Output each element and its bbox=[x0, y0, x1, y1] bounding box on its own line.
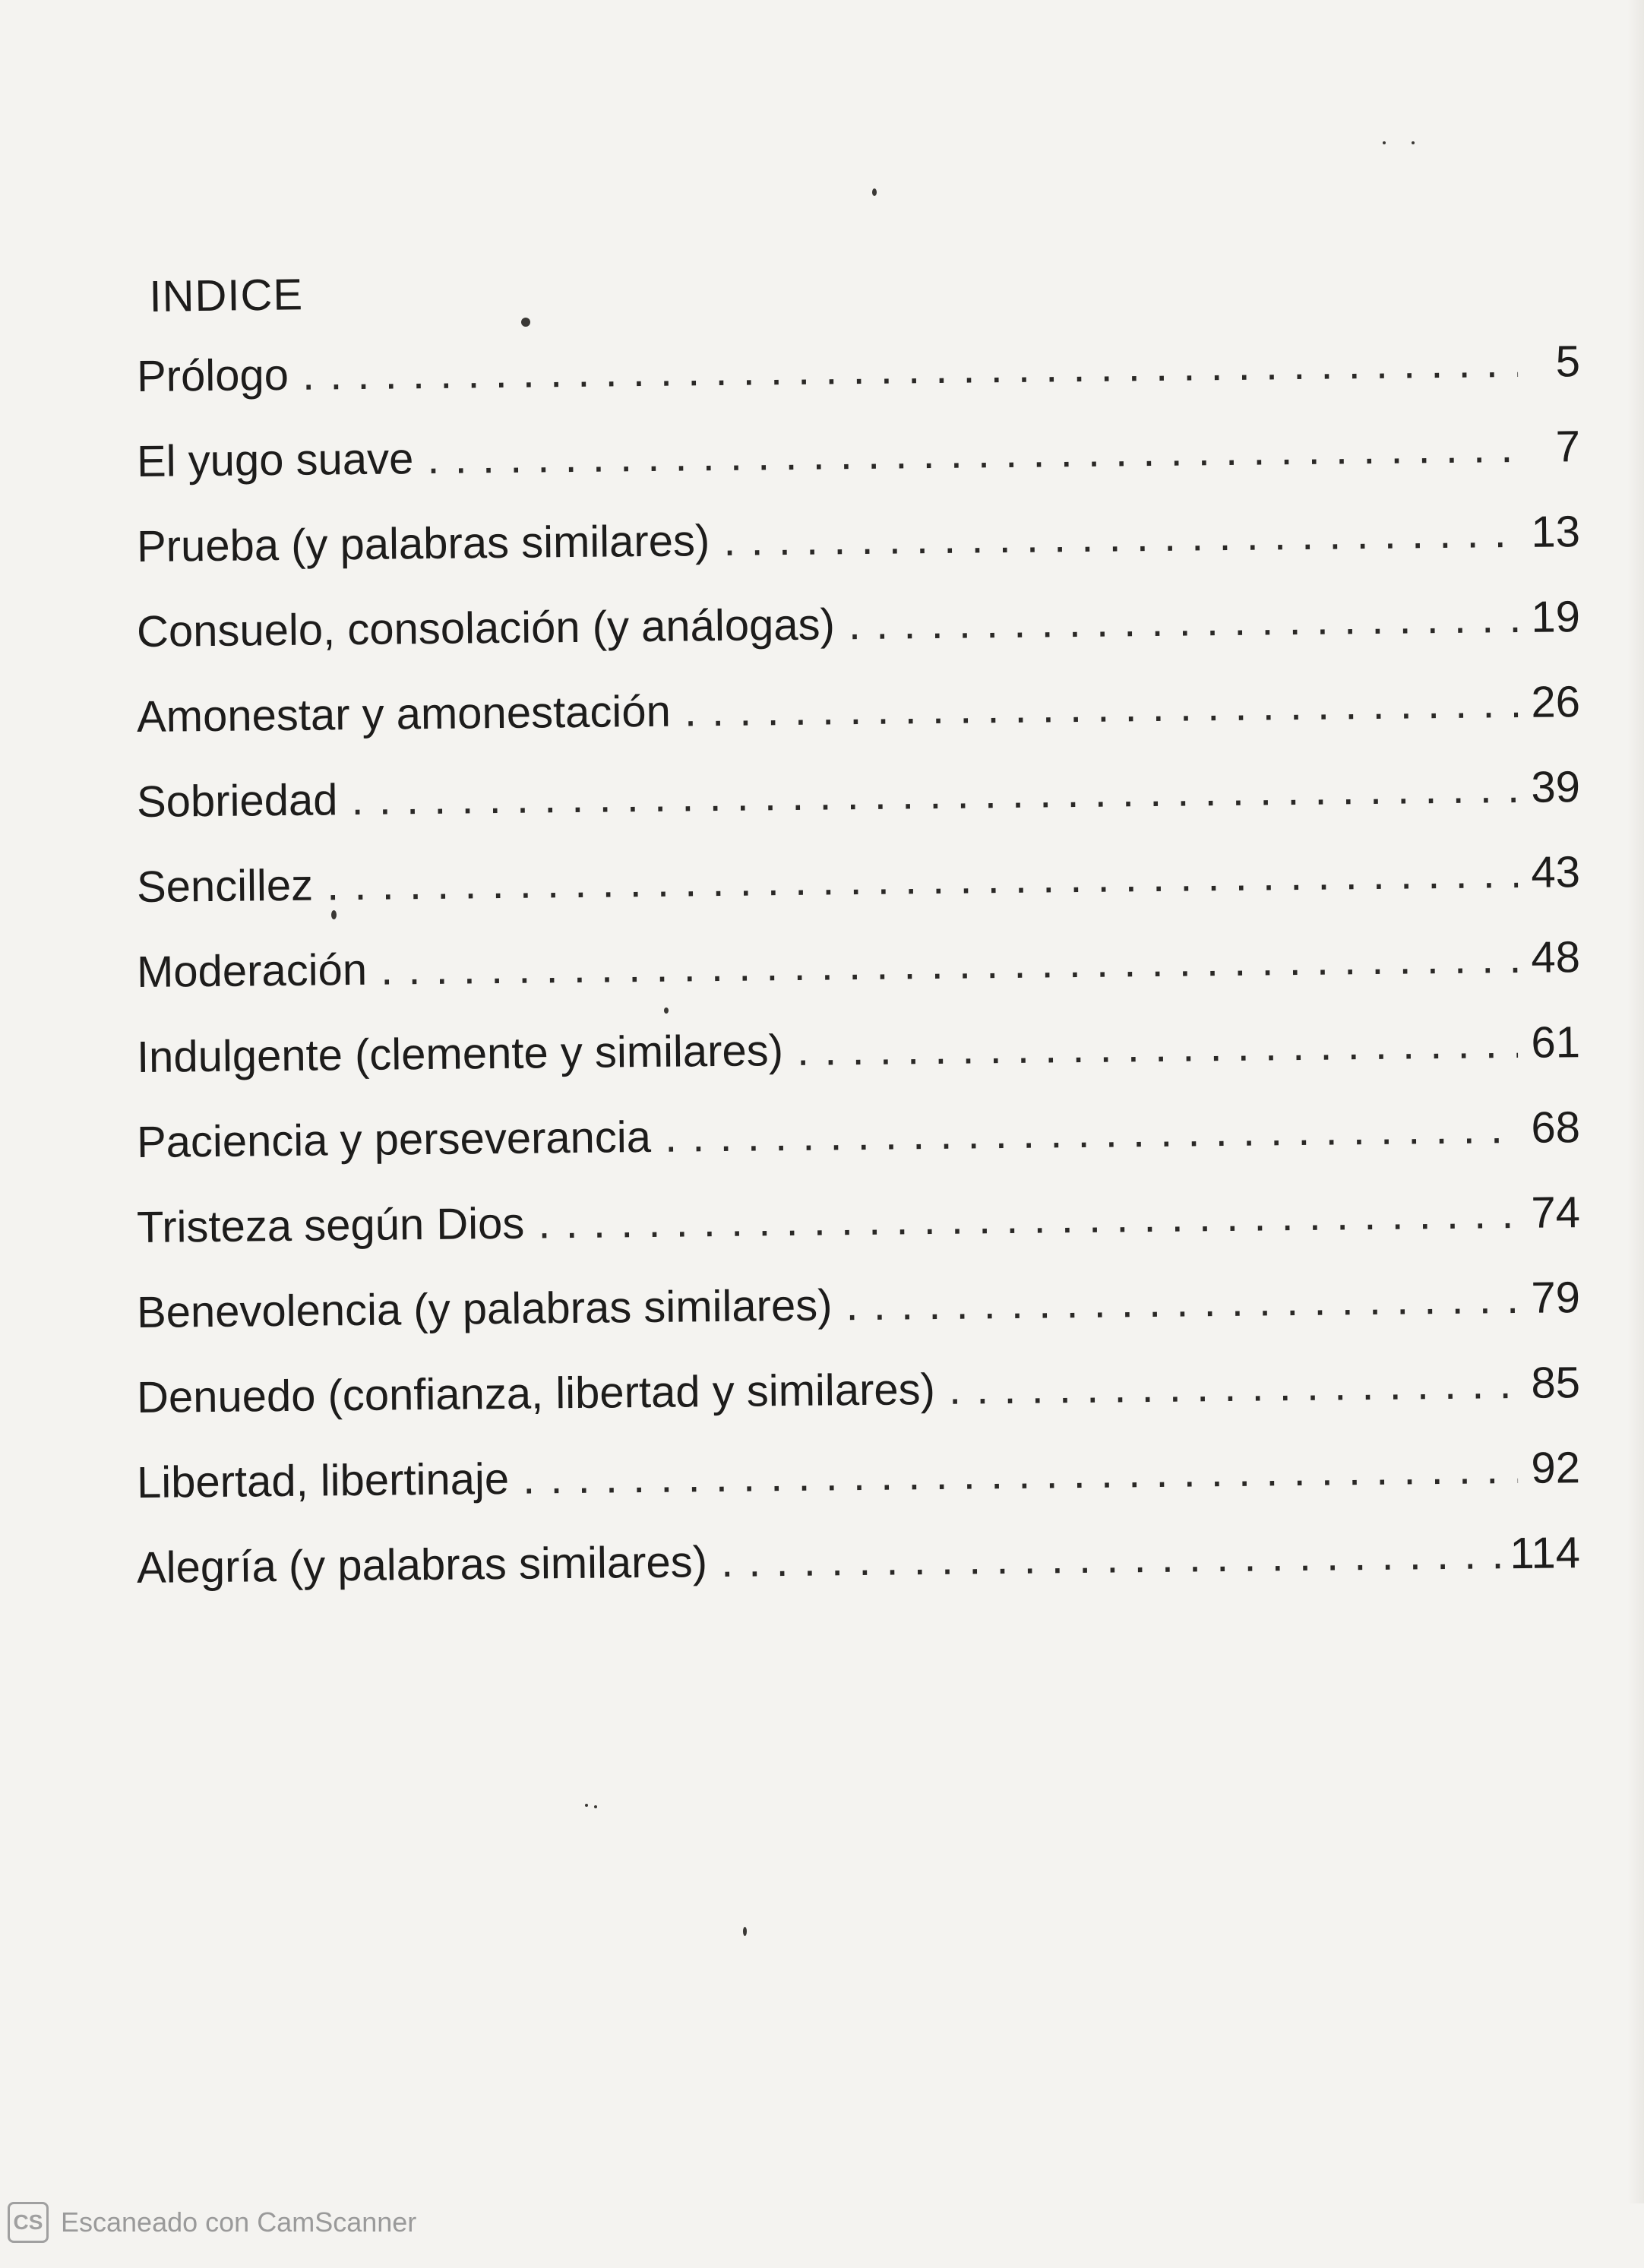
toc-entry bbox=[136, 404, 1580, 505]
toc-entry bbox=[136, 1170, 1580, 1270]
dot-leader bbox=[351, 745, 1519, 843]
table-of-contents bbox=[137, 334, 1580, 1611]
toc-entry-page: 13 bbox=[1531, 507, 1581, 557]
scanner-watermark bbox=[8, 2192, 416, 2253]
dot-leader bbox=[948, 1341, 1518, 1432]
dot-leader bbox=[796, 1001, 1518, 1093]
scan-speck bbox=[594, 1805, 597, 1808]
toc-entry-page: 79 bbox=[1531, 1273, 1581, 1323]
toc-entry-page: 85 bbox=[1531, 1358, 1581, 1408]
toc-entry-page: 39 bbox=[1531, 762, 1581, 812]
toc-entry-page: 74 bbox=[1531, 1188, 1581, 1238]
dot-leader bbox=[327, 830, 1519, 928]
toc-entry bbox=[136, 574, 1580, 675]
dot-leader bbox=[380, 916, 1518, 1013]
toc-entry-page: 43 bbox=[1531, 847, 1581, 897]
toc-entry-label: El yugo suave bbox=[136, 434, 414, 486]
scan-speck bbox=[331, 910, 337, 919]
dot-leader bbox=[848, 575, 1518, 667]
dot-leader bbox=[664, 1086, 1518, 1180]
scan-speck bbox=[1412, 141, 1415, 144]
dot-leader bbox=[723, 490, 1519, 584]
toc-entry bbox=[136, 915, 1580, 1015]
toc-entry-label: Tristeza según Dios bbox=[136, 1198, 525, 1252]
toc-entry bbox=[136, 1510, 1580, 1611]
toc-entry-page: 114 bbox=[1510, 1528, 1581, 1579]
scan-speck bbox=[585, 1804, 588, 1807]
dot-leader bbox=[522, 1426, 1518, 1522]
toc-entry bbox=[136, 830, 1580, 930]
toc-entry-page: 19 bbox=[1531, 592, 1581, 642]
toc-entry-label: Prueba (y palabras similares) bbox=[136, 516, 710, 571]
page-title: INDICE bbox=[149, 270, 304, 321]
watermark-text: Escaneado con CamScanner bbox=[61, 2206, 417, 2238]
toc-entry-page: 92 bbox=[1531, 1443, 1581, 1493]
toc-entry-label: Moderación bbox=[136, 944, 368, 997]
dot-leader bbox=[302, 320, 1518, 418]
toc-entry-label: Amonestar y amonestación bbox=[136, 686, 672, 742]
toc-entry bbox=[136, 1000, 1580, 1100]
toc-entry bbox=[136, 319, 1580, 419]
toc-entry-page: 5 bbox=[1555, 337, 1581, 387]
toc-entry-page: 61 bbox=[1531, 1017, 1581, 1068]
paper-edge-shadow bbox=[1627, 0, 1644, 2203]
toc-entry-label: Alegría (y palabras similares) bbox=[136, 1537, 708, 1593]
scan-speck bbox=[664, 1007, 669, 1014]
toc-entry-label: Libertad, libertinaje bbox=[136, 1453, 510, 1507]
toc-entry-label: Sencillez bbox=[136, 860, 314, 912]
scan-speck bbox=[872, 188, 877, 196]
toc-entry bbox=[136, 1255, 1580, 1355]
scan-speck bbox=[521, 318, 530, 327]
toc-entry-page: 68 bbox=[1531, 1102, 1581, 1153]
toc-entry bbox=[136, 660, 1580, 760]
toc-entry-page: 7 bbox=[1555, 422, 1581, 472]
toc-entry-label: Prólogo bbox=[136, 350, 289, 401]
toc-entry-page: 48 bbox=[1531, 932, 1581, 982]
toc-entry-label: Indulgente (clemente y similares) bbox=[136, 1026, 784, 1082]
dot-leader bbox=[720, 1511, 1501, 1605]
toc-entry bbox=[136, 489, 1580, 590]
toc-entry-label: Sobriedad bbox=[136, 775, 338, 827]
toc-entry-label: Benevolencia (y palabras similares) bbox=[136, 1280, 833, 1337]
dot-leader bbox=[538, 1171, 1519, 1266]
dot-leader bbox=[846, 1256, 1519, 1348]
toc-entry-label: Consuelo, consolación (y análogas) bbox=[136, 599, 836, 656]
toc-entry bbox=[136, 745, 1580, 845]
toc-entry-label: Paciencia y perseverancia bbox=[136, 1112, 652, 1167]
dot-leader bbox=[427, 405, 1519, 501]
toc-entry bbox=[136, 1340, 1580, 1441]
toc-entry-label: Denuedo (confianza, libertad y similares) bbox=[136, 1364, 936, 1422]
scan-speck bbox=[1383, 141, 1386, 144]
dot-leader bbox=[684, 660, 1518, 754]
toc-entry bbox=[136, 1425, 1580, 1526]
scan-speck bbox=[743, 1927, 747, 1936]
toc-entry-page: 26 bbox=[1531, 677, 1581, 727]
toc-entry bbox=[136, 1085, 1580, 1185]
camscanner-logo-icon: CS bbox=[8, 2202, 49, 2243]
